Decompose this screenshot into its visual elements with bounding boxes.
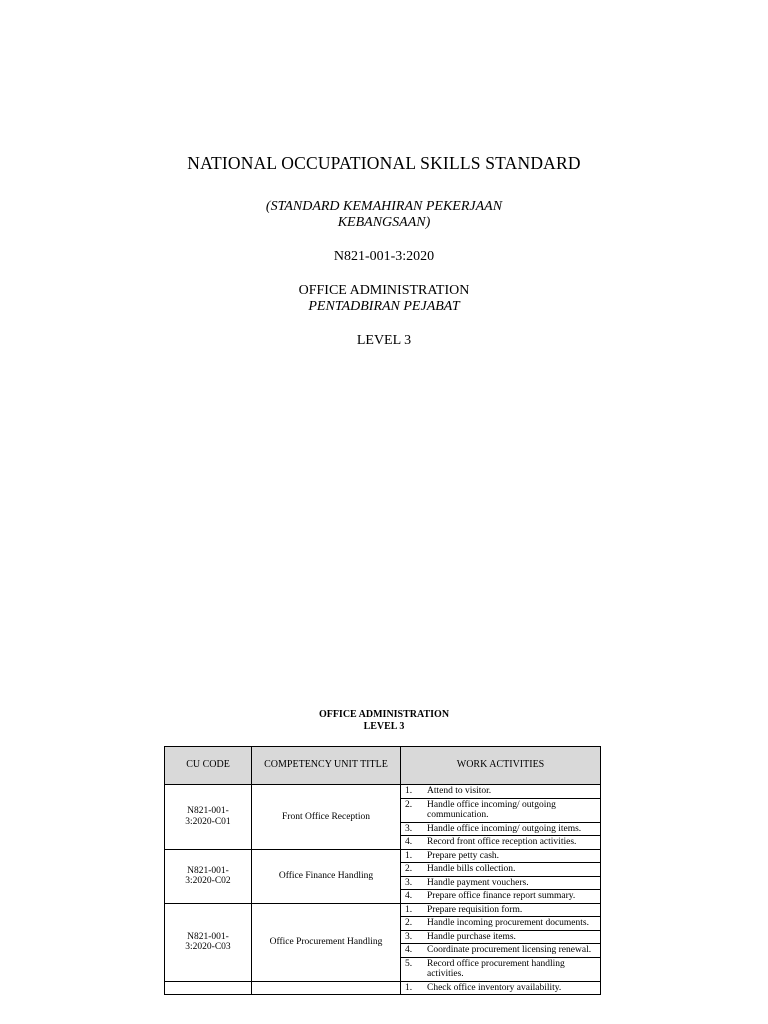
work-activity-cell [401,917,601,931]
work-activity-item [405,864,598,875]
header-work-activities: WORK ACTIVITIES [401,747,601,785]
occupation-title-ms: PENTADBIRAN PEJABAT [308,299,460,314]
work-activity-text: Handle office incoming/ outgoing communication. [427,799,556,820]
document-subtitle [0,199,768,231]
cu-code-cell [165,903,252,981]
work-activity-number: 5. [405,958,413,969]
work-activity-number: 1. [405,982,413,993]
work-activity-number: 3. [405,877,413,888]
work-activity-number: 3. [405,931,413,942]
cu-code-cell [165,785,252,850]
table-row [165,903,601,917]
work-activity-number: 4. [405,837,413,847]
work-activity-cell [401,876,601,890]
competency-unit-table [164,746,601,995]
work-activity-item [405,945,598,956]
work-activity-text: Handle office incoming/ outgoing items. [427,823,582,834]
work-activity-number: 1. [405,850,413,861]
work-activity-cell [401,836,601,850]
work-activity-item [405,851,598,862]
work-activity-item [405,800,598,821]
work-activity-cell [401,849,601,863]
occupation-title-en: OFFICE ADMINISTRATION [298,283,470,298]
work-activity-text: Prepare office finance report summary. [427,891,576,901]
cu-title-cell: Office Procurement Handling [252,903,401,981]
work-activity-number: 3. [405,823,413,834]
work-activity-text: Handle purchase items. [427,931,516,942]
work-activity-cell [401,930,601,944]
work-activity-number: 2. [405,799,413,810]
work-activity-text: Check office inventory availability. [427,982,562,993]
work-activity-number: 4. [405,891,413,901]
work-activity-text: Record office procurement handling activities. [427,958,565,979]
work-activity-item [405,837,598,848]
work-activity-number: 2. [405,864,413,874]
work-activity-cell [401,785,601,799]
work-activity-text: Prepare petty cash. [427,850,500,861]
work-activity-item [405,891,598,902]
table-caption-title: OFFICE ADMINISTRATION [318,709,450,720]
work-activity-item [405,932,598,943]
cu-title-cell: Office Finance Handling [252,849,401,903]
occupation-block [0,283,768,315]
header-cu-code: CU CODE [165,747,252,785]
occupation-level: LEVEL 3 [356,333,412,348]
table-row [165,981,601,995]
work-activity-cell [401,863,601,877]
document-title: NATIONAL OCCUPATIONAL SKILLS STANDARD [187,153,581,173]
work-activity-item [405,786,598,797]
cu-code-line-1: N821-001- [187,931,229,942]
subtitle-line-2: KEBANGSAAN) [337,215,431,230]
work-activity-cell [401,957,601,981]
cu-code-cell [165,981,252,995]
header-cu-title: COMPETENCY UNIT TITLE [252,747,401,785]
work-activity-number: 4. [405,945,413,955]
cu-code-line-1: N821-001- [187,865,229,876]
work-activity-cell [401,981,601,995]
table-caption [0,709,768,733]
work-activity-text: Handle bills collection. [427,864,516,874]
table-row [165,849,601,863]
work-activity-cell [401,822,601,836]
work-activity-number: 1. [405,904,413,915]
cu-title-cell: Front Office Reception [252,785,401,850]
table-row [165,785,601,799]
work-activity-text: Handle incoming procurement documents. [427,918,589,928]
work-activity-number: 1. [405,786,413,796]
work-activity-item [405,918,598,929]
cu-code-cell [165,849,252,903]
work-activity-cell [401,944,601,958]
work-activity-text: Attend to visitor. [427,786,492,796]
work-activity-text: Prepare requisition form. [427,904,523,915]
table-caption-level: LEVEL 3 [363,721,405,732]
work-activity-item [405,959,598,980]
standard-code: N821-001-3:2020 [333,249,435,264]
cu-code-line-2: 3:2020-C03 [185,942,231,952]
subtitle-line-1: (STANDARD KEMAHIRAN PEKERJAAN [265,199,503,214]
work-activity-item [405,983,598,994]
cu-code-line-2: 3:2020-C01 [185,816,231,827]
table-body [165,785,601,995]
work-activity-number: 2. [405,918,413,928]
work-activity-text: Coordinate procurement licensing renewal. [427,945,592,955]
work-activity-item [405,878,598,889]
work-activity-text: Record front office reception activities. [427,837,577,847]
work-activity-item [405,824,598,835]
work-activity-item [405,905,598,916]
cu-code-line-2: 3:2020-C02 [185,876,231,886]
work-activity-text: Handle payment vouchers. [427,877,529,888]
cu-code-line-1: N821-001- [187,806,229,817]
work-activity-cell [401,903,601,917]
work-activity-cell [401,798,601,822]
table-header-row [165,747,601,785]
cu-title-cell [252,981,401,995]
work-activity-cell [401,890,601,904]
